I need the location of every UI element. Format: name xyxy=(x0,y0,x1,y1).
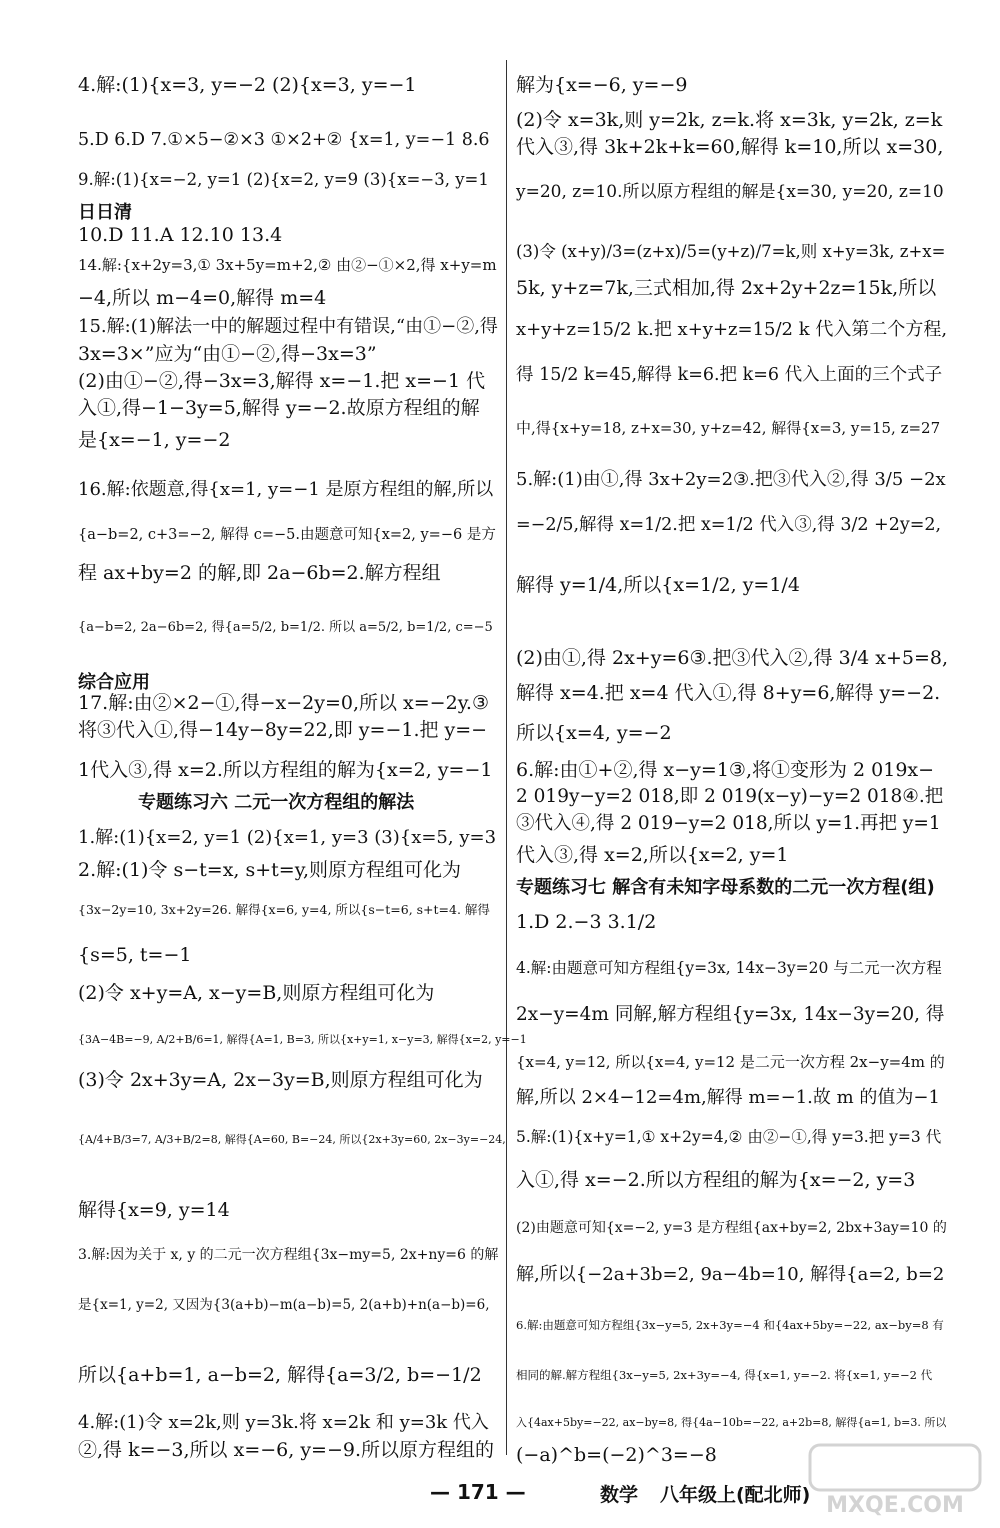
column-divider xyxy=(506,60,507,1455)
answer-line: (2)令 x+y=A, x−y=B,则原方程组可化为 xyxy=(78,982,435,1004)
answer-line: (−a)^b=(−2)^3=−8 xyxy=(516,1444,717,1466)
footer-grade: 八年级上(配北师) xyxy=(660,1484,811,1506)
answer-line: 4.解:由题意可知方程组{y=3x, 14x−3y=20 与二元一次方程 xyxy=(516,959,942,977)
answer-line: {s=5, t=−1 xyxy=(78,944,192,966)
section-heading: 综合应用 xyxy=(78,672,150,693)
answer-line: 9.解:(1){x=−2, y=1 (2){x=2, y=9 (3){x=−3, y=1 xyxy=(78,170,489,189)
answer-line: 17.解:由②×2−①,得−x−2y=0,所以 x=−2y.③ xyxy=(78,692,489,714)
answer-line: 解,所以{−2a+3b=2, 9a−4b=10, 解得{a=2, b=2 xyxy=(516,1264,945,1285)
answer-line: 所以{a+b=1, a−b=2, 解得{a=3/2, b=−1/2 xyxy=(78,1364,482,1386)
answer-line: 解得{x=9, y=14 xyxy=(78,1199,230,1221)
answer-line: 代入③,得 x=2,所以{x=2, y=1 xyxy=(516,844,789,866)
answer-line: =−2/5,解得 x=1/2.把 x=1/2 代入③,得 3/2 +2y=2, xyxy=(516,515,942,535)
answer-line: ③代入④,得 2 019−y=2 018,所以 y=1.再把 y=1 xyxy=(516,813,941,834)
answer-line: 4.解:(1)令 x=2k,则 y=3k.将 x=2k 和 y=3k 代入 xyxy=(78,1412,489,1433)
answer-line: 将③代入①,得−14y−8y=22,即 y=−1.把 y=− xyxy=(78,719,488,741)
answer-line: 解为{x=−6, y=−9 xyxy=(516,74,688,96)
answer-line: (2)由题意可知{x=−2, y=3 是方程组{ax+by=2, 2bx+3ay=10 的 xyxy=(516,1220,947,1236)
footer-subject: 数学 xyxy=(600,1484,639,1506)
section-heading: 专题练习六 二元一次方程组的解法 xyxy=(138,792,415,813)
answer-line: 4.解:(1){x=3, y=−2 (2){x=3, y=−1 xyxy=(78,74,417,96)
answer-line: x+y+z=15/2 k.把 x+y+z=15/2 k 代入第二个方程, xyxy=(516,319,948,340)
answer-line: 10.D 11.A 12.10 13.4 xyxy=(78,224,283,246)
watermark-text: MXQE.COM xyxy=(826,1493,964,1518)
answer-line: (2)由①,得 2x+y=6③.把③代入②,得 3/4 x+5=8, xyxy=(516,647,949,669)
answer-line: 5.解:(1)由①,得 3x+2y=2③.把③代入②,得 3/5 −2x xyxy=(516,469,946,490)
answer-line: 16.解:依题意,得{x=1, y=−1 是原方程组的解,所以 xyxy=(78,479,494,500)
answer-line: 3.解:因为关于 x, y 的二元一次方程组{3x−my=5, 2x+ny=6 的解 xyxy=(78,1247,499,1263)
answer-line: 5k, y+z=7k,三式相加,得 2x+2y+2z=15k,所以 xyxy=(516,277,937,299)
answer-line: 5.解:(1){x+y=1,① x+2y=4,② 由②−①,得 y=3.把 y=3 代 xyxy=(516,1128,942,1146)
answer-line: 解得 x=4.把 x=4 代入①,得 8+y=6,解得 y=−2. xyxy=(516,682,941,704)
answer-line: {3x−2y=10, 3x+2y=26. 解得{x=6, y=4, 所以{s−t=6, s+t=4. 解得 xyxy=(78,902,490,917)
answer-line: (2)由①−②,得−3x=3,解得 x=−1.把 x=−1 代 xyxy=(78,370,486,392)
answer-line: 入①,得 x=−2.所以方程组的解为{x=−2, y=3 xyxy=(516,1169,916,1191)
answer-line: 3x=3×”应为“由①−②,得−3x=3” xyxy=(78,343,377,365)
answer-line: 代入③,得 3k+2k+k=60,解得 k=10,所以 x=30, xyxy=(516,136,944,158)
watermark-logo xyxy=(800,1440,990,1520)
answer-line: 14.解:{x+2y=3,① 3x+5y=m+2,② 由②−①×2,得 x+y=m xyxy=(78,256,497,274)
answer-line: 是{x=−1, y=−2 xyxy=(78,429,231,451)
answer-line: {3A−4B=−9, A/2+B/6=1, 解得{A=1, B=3, 所以{x+y=1, x−y=3, 解得{x=2, y=−1 xyxy=(78,1033,527,1046)
answer-line: (3)令 2x+3y=A, 2x−3y=B,则原方程组可化为 xyxy=(78,1069,483,1091)
answer-line: (2)令 x=3k,则 y=2k, z=k.将 x=3k, y=2k, z=k xyxy=(516,109,943,131)
answer-line: 2x−y=4m 同解,解方程组{y=3x, 14x−3y=20, 得 xyxy=(516,1004,945,1025)
answer-line: 2 019y−y=2 018,即 2 019(x−y)−y=2 018④.把 xyxy=(516,786,944,807)
answer-line: 6.解:由①+②,得 x−y=1③,将①变形为 2 019x− xyxy=(516,759,935,781)
answer-line: 是{x=1, y=2, 又因为{3(a+b)−m(a−b)=5, 2(a+b)+n(a−b)=6, xyxy=(78,1297,490,1313)
answer-line: ②,得 k=−3,所以 x=−6, y=−9.所以原方程组的 xyxy=(78,1439,495,1461)
answer-line: (3)令 (x+y)/3=(z+x)/5=(y+z)/7=k,则 x+y=3k, z+x= xyxy=(516,242,946,261)
page-number: — 171 — xyxy=(430,1480,526,1504)
answer-line: {A/4+B/3=7, A/3+B/2=8, 解得{A=60, B=−24, 所以{2x+3y=60, 2x−3y=−24, xyxy=(78,1133,506,1146)
answer-line: 中,得{x+y=18, z+x=30, y+z=42, 解得{x=3, y=15, z=27 xyxy=(516,419,941,437)
answer-line: 6.解:由题意可知方程组{3x−y=5, 2x+3y=−4 和{4ax+5by=−22, ax−by=8 有 xyxy=(516,1318,944,1332)
answer-line: y=20, z=10.所以原方程组的解是{x=30, y=20, z=10 xyxy=(516,182,944,202)
answer-line: −4,所以 m−4=0,解得 m=4 xyxy=(78,287,327,309)
section-heading: 专题练习七 解含有未知字母系数的二元一次方程(组) xyxy=(516,877,935,898)
answer-line: 解得 y=1/4,所以{x=1/2, y=1/4 xyxy=(516,574,800,596)
answer-line: 所以{x=4, y=−2 xyxy=(516,722,672,744)
section-heading: 日日清 xyxy=(78,202,132,223)
answer-line: 1.解:(1){x=2, y=1 (2){x=1, y=3 (3){x=5, y=3 xyxy=(78,827,497,848)
answer-line: 解,所以 2×4−12=4m,解得 m=−1.故 m 的值为−1 xyxy=(516,1087,940,1108)
answer-line: 1代入③,得 x=2.所以方程组的解为{x=2, y=−1 xyxy=(78,759,493,781)
answer-line: 程 ax+by=2 的解,即 2a−6b=2.解方程组 xyxy=(78,562,441,584)
answer-line: {a−b=2, 2a−6b=2, 得{a=5/2, b=1/2. 所以 a=5/2, b=1/2, c=−5 xyxy=(78,620,493,635)
answer-line: 相同的解.解方程组{3x−y=5, 2x+3y=−4, 得{x=1, y=−2. 将{x=1, y=−2 代 xyxy=(516,1368,933,1382)
answer-line: 5.D 6.D 7.①×5−②×3 ①×2+② {x=1, y=−1 8.6 xyxy=(78,130,490,150)
answer-line: 得 15/2 k=45,解得 k=6.把 k=6 代入上面的三个式子 xyxy=(516,365,943,385)
answer-line: {a−b=2, c+3=−2, 解得 c=−5.由题意可知{x=2, y=−6 是方 xyxy=(78,527,496,543)
answer-line: 15.解:(1)解法一中的解题过程中有错误,“由①−②,得 xyxy=(78,316,498,337)
answer-line: 入{4ax+5by=−22, ax−by=8, 得{4a−10b=−22, a+2b=8, 解得{a=1, b=3. 所以 xyxy=(516,1416,947,1429)
answer-line: 1.D 2.−3 3.1/2 xyxy=(516,911,657,933)
answer-line: {x=4, y=12, 所以{x=4, y=12 是二元一次方程 2x−y=4m 的 xyxy=(516,1053,945,1071)
answer-line: 入①,得−1−3y=5,解得 y=−2.故原方程组的解 xyxy=(78,397,480,419)
answer-line: 2.解:(1)令 s−t=x, s+t=y,则原方程组可化为 xyxy=(78,859,461,881)
